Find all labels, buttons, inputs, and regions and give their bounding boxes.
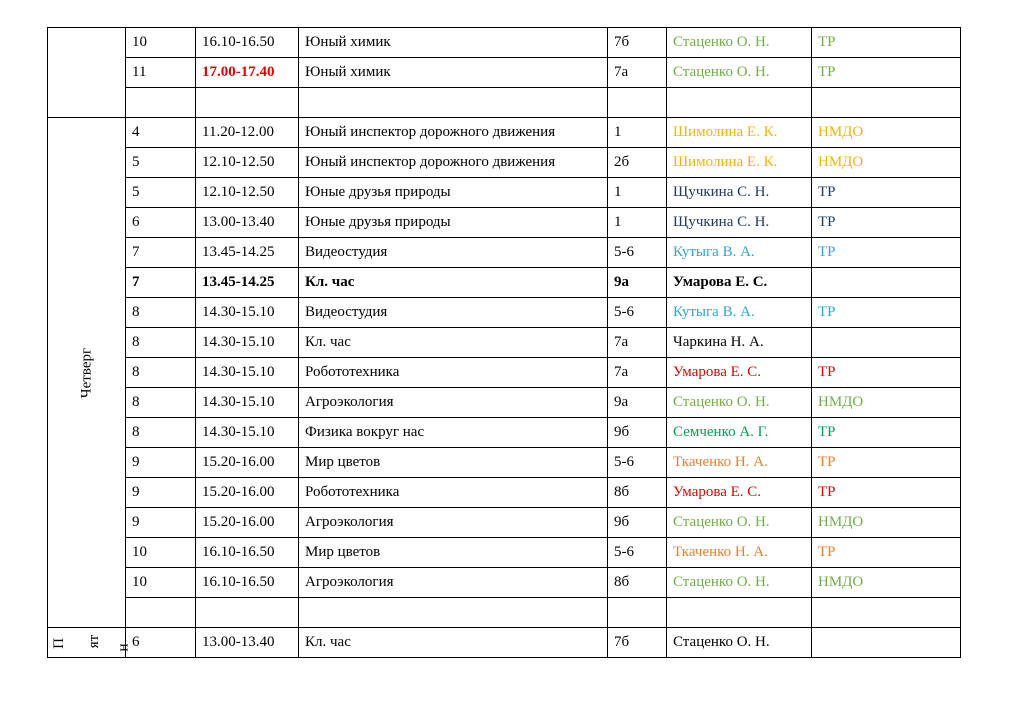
class-cell: 7а: [608, 58, 667, 88]
lesson-time: 14.30-15.10: [196, 388, 299, 418]
type-cell: ТР: [812, 358, 961, 388]
activity-name: [299, 598, 608, 628]
table-row: [48, 178, 961, 208]
lesson-number: 4: [126, 118, 196, 148]
lesson-number: 10: [126, 28, 196, 58]
type-cell: ТР: [812, 238, 961, 268]
day-label-friday-part: П: [50, 638, 67, 649]
activity-name: Видеостудия: [299, 298, 608, 328]
teacher-cell: [667, 88, 812, 118]
teacher-cell: Чаркина Н. А.: [667, 328, 812, 358]
lesson-number: 9: [126, 508, 196, 538]
activity-name: Юный химик: [299, 28, 608, 58]
table-row: [48, 628, 961, 658]
day-label-friday-part: ят: [86, 634, 103, 649]
activity-name: Юный инспектор дорожного движения: [299, 118, 608, 148]
lesson-time: 13.45-14.25: [196, 238, 299, 268]
activity-name: Кл. час: [299, 328, 608, 358]
type-cell: ТР: [812, 418, 961, 448]
class-cell: [608, 598, 667, 628]
lesson-number: 8: [126, 418, 196, 448]
lesson-time: 12.10-12.50: [196, 148, 299, 178]
table-row: [48, 508, 961, 538]
teacher-cell: Шимолина Е. К.: [667, 118, 812, 148]
table-row-empty: [48, 598, 961, 628]
day-label-friday: [50, 630, 132, 660]
teacher-cell: Шимолина Е. К.: [667, 148, 812, 178]
teacher-cell: Кутыга В. А.: [667, 298, 812, 328]
lesson-number: 5: [126, 178, 196, 208]
class-cell: 7б: [608, 628, 667, 658]
lesson-time: [196, 598, 299, 628]
table-row: [48, 298, 961, 328]
lesson-number: 10: [126, 568, 196, 598]
lesson-number: 7: [126, 268, 196, 298]
teacher-cell: Ткаченко Н. А.: [667, 538, 812, 568]
teacher-cell: Щучкина С. Н.: [667, 208, 812, 238]
lesson-number: 8: [126, 328, 196, 358]
lesson-number: 8: [126, 298, 196, 328]
day-label-friday-part: н: [115, 643, 132, 652]
lesson-time: 13.00-13.40: [196, 628, 299, 658]
class-cell: 9б: [608, 418, 667, 448]
type-cell: НМДО: [812, 568, 961, 598]
lesson-number: 8: [126, 388, 196, 418]
type-cell: [812, 328, 961, 358]
type-cell: ТР: [812, 178, 961, 208]
table-row: [48, 448, 961, 478]
type-cell: ТР: [812, 478, 961, 508]
table-row: [48, 328, 961, 358]
class-cell: 1: [608, 178, 667, 208]
lesson-number: 10: [126, 538, 196, 568]
lesson-time: 15.20-16.00: [196, 448, 299, 478]
type-cell: НМДО: [812, 508, 961, 538]
activity-name: Юные друзья природы: [299, 178, 608, 208]
type-cell: [812, 88, 961, 118]
teacher-cell: Умарова Е. С.: [667, 268, 812, 298]
lesson-time: 14.30-15.10: [196, 418, 299, 448]
activity-name: Агроэкология: [299, 388, 608, 418]
table-row: [48, 58, 961, 88]
teacher-cell: Стаценко О. Н.: [667, 508, 812, 538]
class-cell: 5-6: [608, 298, 667, 328]
type-cell: НМДО: [812, 388, 961, 418]
class-cell: 2б: [608, 148, 667, 178]
table-row: [48, 208, 961, 238]
table-row: [48, 268, 961, 298]
type-cell: НМДО: [812, 118, 961, 148]
table-row: [48, 568, 961, 598]
class-cell: 5-6: [608, 448, 667, 478]
lesson-time: 16.10-16.50: [196, 28, 299, 58]
activity-name: Агроэкология: [299, 508, 608, 538]
teacher-cell: Стаценко О. Н.: [667, 568, 812, 598]
class-cell: 8б: [608, 568, 667, 598]
type-cell: [812, 598, 961, 628]
lesson-time: 17.00-17.40: [196, 58, 299, 88]
lesson-time: 16.10-16.50: [196, 568, 299, 598]
type-cell: [812, 268, 961, 298]
activity-name: Видеостудия: [299, 238, 608, 268]
lesson-time: 14.30-15.10: [196, 298, 299, 328]
teacher-cell: Стаценко О. Н.: [667, 58, 812, 88]
lesson-number: 9: [126, 448, 196, 478]
activity-name: Юные друзья природы: [299, 208, 608, 238]
class-cell: 7б: [608, 28, 667, 58]
class-cell: 7а: [608, 358, 667, 388]
class-cell: 9б: [608, 508, 667, 538]
day-label-thursday: Четверг: [78, 347, 94, 398]
type-cell: ТР: [812, 208, 961, 238]
activity-name: Юный химик: [299, 58, 608, 88]
lesson-number: [126, 88, 196, 118]
class-cell: 9а: [608, 388, 667, 418]
activity-name: Мир цветов: [299, 448, 608, 478]
activity-name: Робототехника: [299, 478, 608, 508]
teacher-cell: Стаценко О. Н.: [667, 28, 812, 58]
lesson-number: 11: [126, 58, 196, 88]
activity-name: Юный инспектор дорожного движения: [299, 148, 608, 178]
lesson-number: [126, 598, 196, 628]
teacher-cell: Семченко А. Г.: [667, 418, 812, 448]
teacher-cell: Щучкина С. Н.: [667, 178, 812, 208]
table-row: [48, 358, 961, 388]
day-cell-thursday: [48, 118, 126, 628]
lesson-time: 13.45-14.25: [196, 268, 299, 298]
teacher-cell: Умарова Е. С.: [667, 358, 812, 388]
day-cell-wednesday: [48, 28, 126, 118]
lesson-time: 13.00-13.40: [196, 208, 299, 238]
class-cell: 1: [608, 208, 667, 238]
table-row: [48, 388, 961, 418]
table-row: [48, 538, 961, 568]
activity-name: [299, 88, 608, 118]
type-cell: ТР: [812, 538, 961, 568]
activity-name: Мир цветов: [299, 538, 608, 568]
class-cell: [608, 88, 667, 118]
table-row: [48, 238, 961, 268]
lesson-time: 15.20-16.00: [196, 508, 299, 538]
class-cell: 5-6: [608, 238, 667, 268]
lesson-time: 14.30-15.10: [196, 328, 299, 358]
type-cell: НМДО: [812, 148, 961, 178]
class-cell: 8б: [608, 478, 667, 508]
table-row: [48, 478, 961, 508]
type-cell: [812, 628, 961, 658]
class-cell: 9а: [608, 268, 667, 298]
type-cell: ТР: [812, 448, 961, 478]
class-cell: 5-6: [608, 538, 667, 568]
table-row-empty: [48, 88, 961, 118]
teacher-cell: Умарова Е. С.: [667, 478, 812, 508]
lesson-time: 16.10-16.50: [196, 538, 299, 568]
class-cell: 1: [608, 118, 667, 148]
activity-name: Кл. час: [299, 628, 608, 658]
type-cell: ТР: [812, 298, 961, 328]
day-cell-friday: [48, 628, 132, 658]
type-cell: ТР: [812, 58, 961, 88]
lesson-time: 11.20-12.00: [196, 118, 299, 148]
activity-name: Агроэкология: [299, 568, 608, 598]
teacher-cell: Стаценко О. Н.: [667, 628, 812, 658]
table-row: [48, 418, 961, 448]
activity-name: Физика вокруг нас: [299, 418, 608, 448]
type-cell: ТР: [812, 28, 961, 58]
schedule-table: [47, 27, 961, 658]
class-cell: 7а: [608, 328, 667, 358]
lesson-number: 7: [126, 238, 196, 268]
teacher-cell: Стаценко О. Н.: [667, 388, 812, 418]
teacher-cell: Кутыга В. А.: [667, 238, 812, 268]
lesson-time: 12.10-12.50: [196, 178, 299, 208]
lesson-number: 6: [126, 628, 196, 658]
table-row: [48, 118, 961, 148]
lesson-time: [196, 88, 299, 118]
lesson-number: 6: [126, 208, 196, 238]
table-row: [48, 28, 961, 58]
lesson-time: 14.30-15.10: [196, 358, 299, 388]
lesson-number: 5: [126, 148, 196, 178]
activity-name: Кл. час: [299, 268, 608, 298]
lesson-number: 9: [126, 478, 196, 508]
lesson-time: 15.20-16.00: [196, 478, 299, 508]
teacher-cell: Ткаченко Н. А.: [667, 448, 812, 478]
activity-name: Робототехника: [299, 358, 608, 388]
table-row: [48, 148, 961, 178]
lesson-number: 8: [126, 358, 196, 388]
teacher-cell: [667, 598, 812, 628]
